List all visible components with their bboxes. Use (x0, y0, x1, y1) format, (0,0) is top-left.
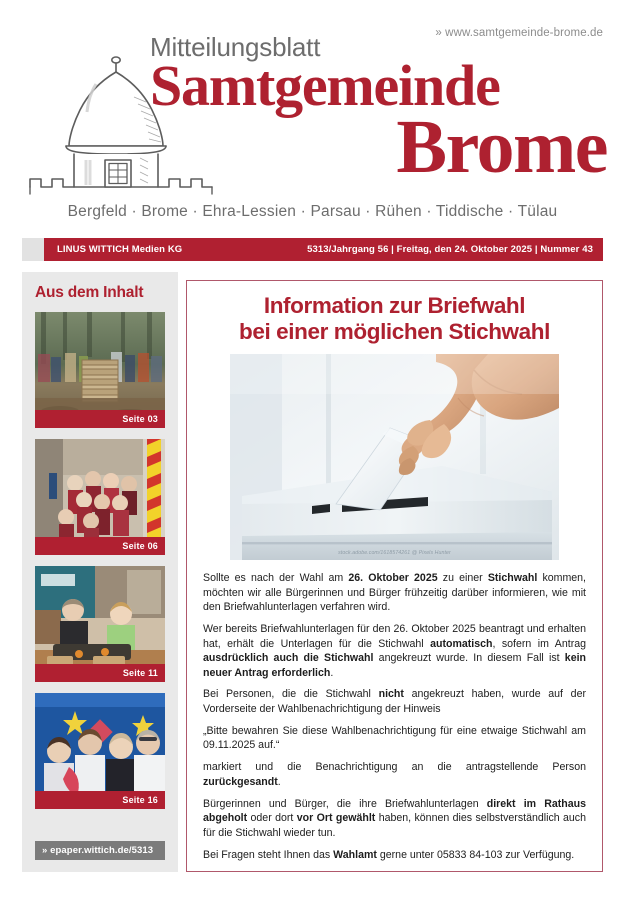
emphasis-text: automatisch (430, 637, 493, 650)
article-image (230, 354, 559, 560)
main-article (186, 280, 603, 872)
sidebar-title: Aus dem Inhalt (35, 284, 144, 301)
emphasis-text: zurückgesandt (203, 775, 278, 788)
list-item[interactable] (35, 693, 165, 809)
emphasis-text: ausdrücklich auch die Stichwahl (203, 652, 374, 665)
emphasis-text: kein neuer Antrag erforderlich (203, 652, 586, 679)
article-body (201, 571, 588, 862)
page-badge: Seite 03 (35, 410, 165, 428)
image-credit: stock.adobe.com/1618574261 @ Pixels Hunter (338, 550, 451, 557)
list-item[interactable] (35, 312, 165, 428)
article-paragraph: Bei Personen, die die Stichwahl nicht angekreuzt haben, wurde auf der Vorderseite der Wahlbenachrichtigung der Hinweis (203, 688, 586, 715)
page-content (0, 272, 625, 882)
article-paragraph: Bei Fragen steht Ihnen das Wahlamt gerne unter 05833 84-103 zur Verfügung. (203, 848, 575, 861)
masthead-kicker: Mitteilungsblatt (150, 32, 321, 62)
emphasis-text: vor Ort gewählt (296, 812, 376, 825)
emphasis-text: nicht (378, 688, 404, 701)
article-paragraph: markiert und die Benachrichtigung an die antragstellende Person zurückgesandt. (203, 761, 586, 788)
article-headline (201, 293, 588, 344)
issue-details: 5313/Jahrgang 56 | Freitag, den 24. Oktober 2025 | Nummer 43 (307, 244, 593, 255)
masthead-subtitle: Brome (396, 105, 607, 190)
article-paragraph: Sollte es nach der Wahl am 26. Oktober 2025 zu einer Stichwahl kommen, möchten wir alle Bürgerinnen und Bürger frühzeitig darüber informieren, wie mit den Briefwahlunterlagen verfahren wird. (203, 572, 587, 614)
emphasis-text: direkt im Rathaus abgeholt (203, 797, 586, 825)
list-item[interactable] (35, 566, 165, 682)
page-badge: Seite 06 (35, 537, 165, 555)
headline-line-1: Information zur Briefwahl (263, 293, 526, 318)
article-paragraph: Bürgerinnen und Bürger, die ihre Briefwahlunterlagen direkt im Rathaus abgeholt oder dort vor Ort gewählt haben, können dies selbstverständlich auch für die Stichwahl wieder tun. (203, 797, 586, 839)
emphasis-text: Stichwahl (487, 572, 538, 585)
page-badge: Seite 16 (35, 791, 165, 809)
website-url[interactable]: » www.samtgemeinde-brome.de (435, 27, 603, 39)
headline-line-2: bei einer möglichen Stichwahl (239, 318, 550, 344)
epaper-link[interactable]: » epaper.wittich.de/5313 (35, 841, 165, 860)
article-paragraph: Wer bereits Briefwahlunterlagen für den 26. Oktober 2025 beantragt und erhalten hat, erhält die Unterlagen für die Stichwahl automatisch, sofern im Antrag ausdrücklich auch die Stichwahl angekreuzt wurde. In diesem Fall ist kein neuer Antrag erforderlich. (203, 623, 587, 679)
masthead (0, 0, 625, 233)
list-item[interactable] (35, 439, 165, 555)
municipality-list: Bergfeld · Brome · Ehra-Lessien · Parsau · Rühen · Tiddische · Tülau (67, 203, 558, 220)
publisher-name: LINUS WITTICH Medien KG (57, 244, 183, 255)
sidebar-contents (22, 272, 178, 872)
issue-info-bar (22, 238, 603, 261)
infobar-content (44, 238, 603, 261)
emphasis-text: Wahlamt (333, 848, 377, 861)
masthead-title: Samtgemeinde (150, 53, 500, 119)
article-paragraph: „Bitte bewahren Sie diese Wahlbenachrichtigung für eine etwaige Stichwahl am 09.11.2025 auf.“ (203, 724, 586, 752)
page-badge: Seite 11 (35, 664, 165, 682)
emphasis-text: 26. Oktober 2025 (348, 572, 438, 585)
infobar-tab-decoration (22, 238, 44, 261)
